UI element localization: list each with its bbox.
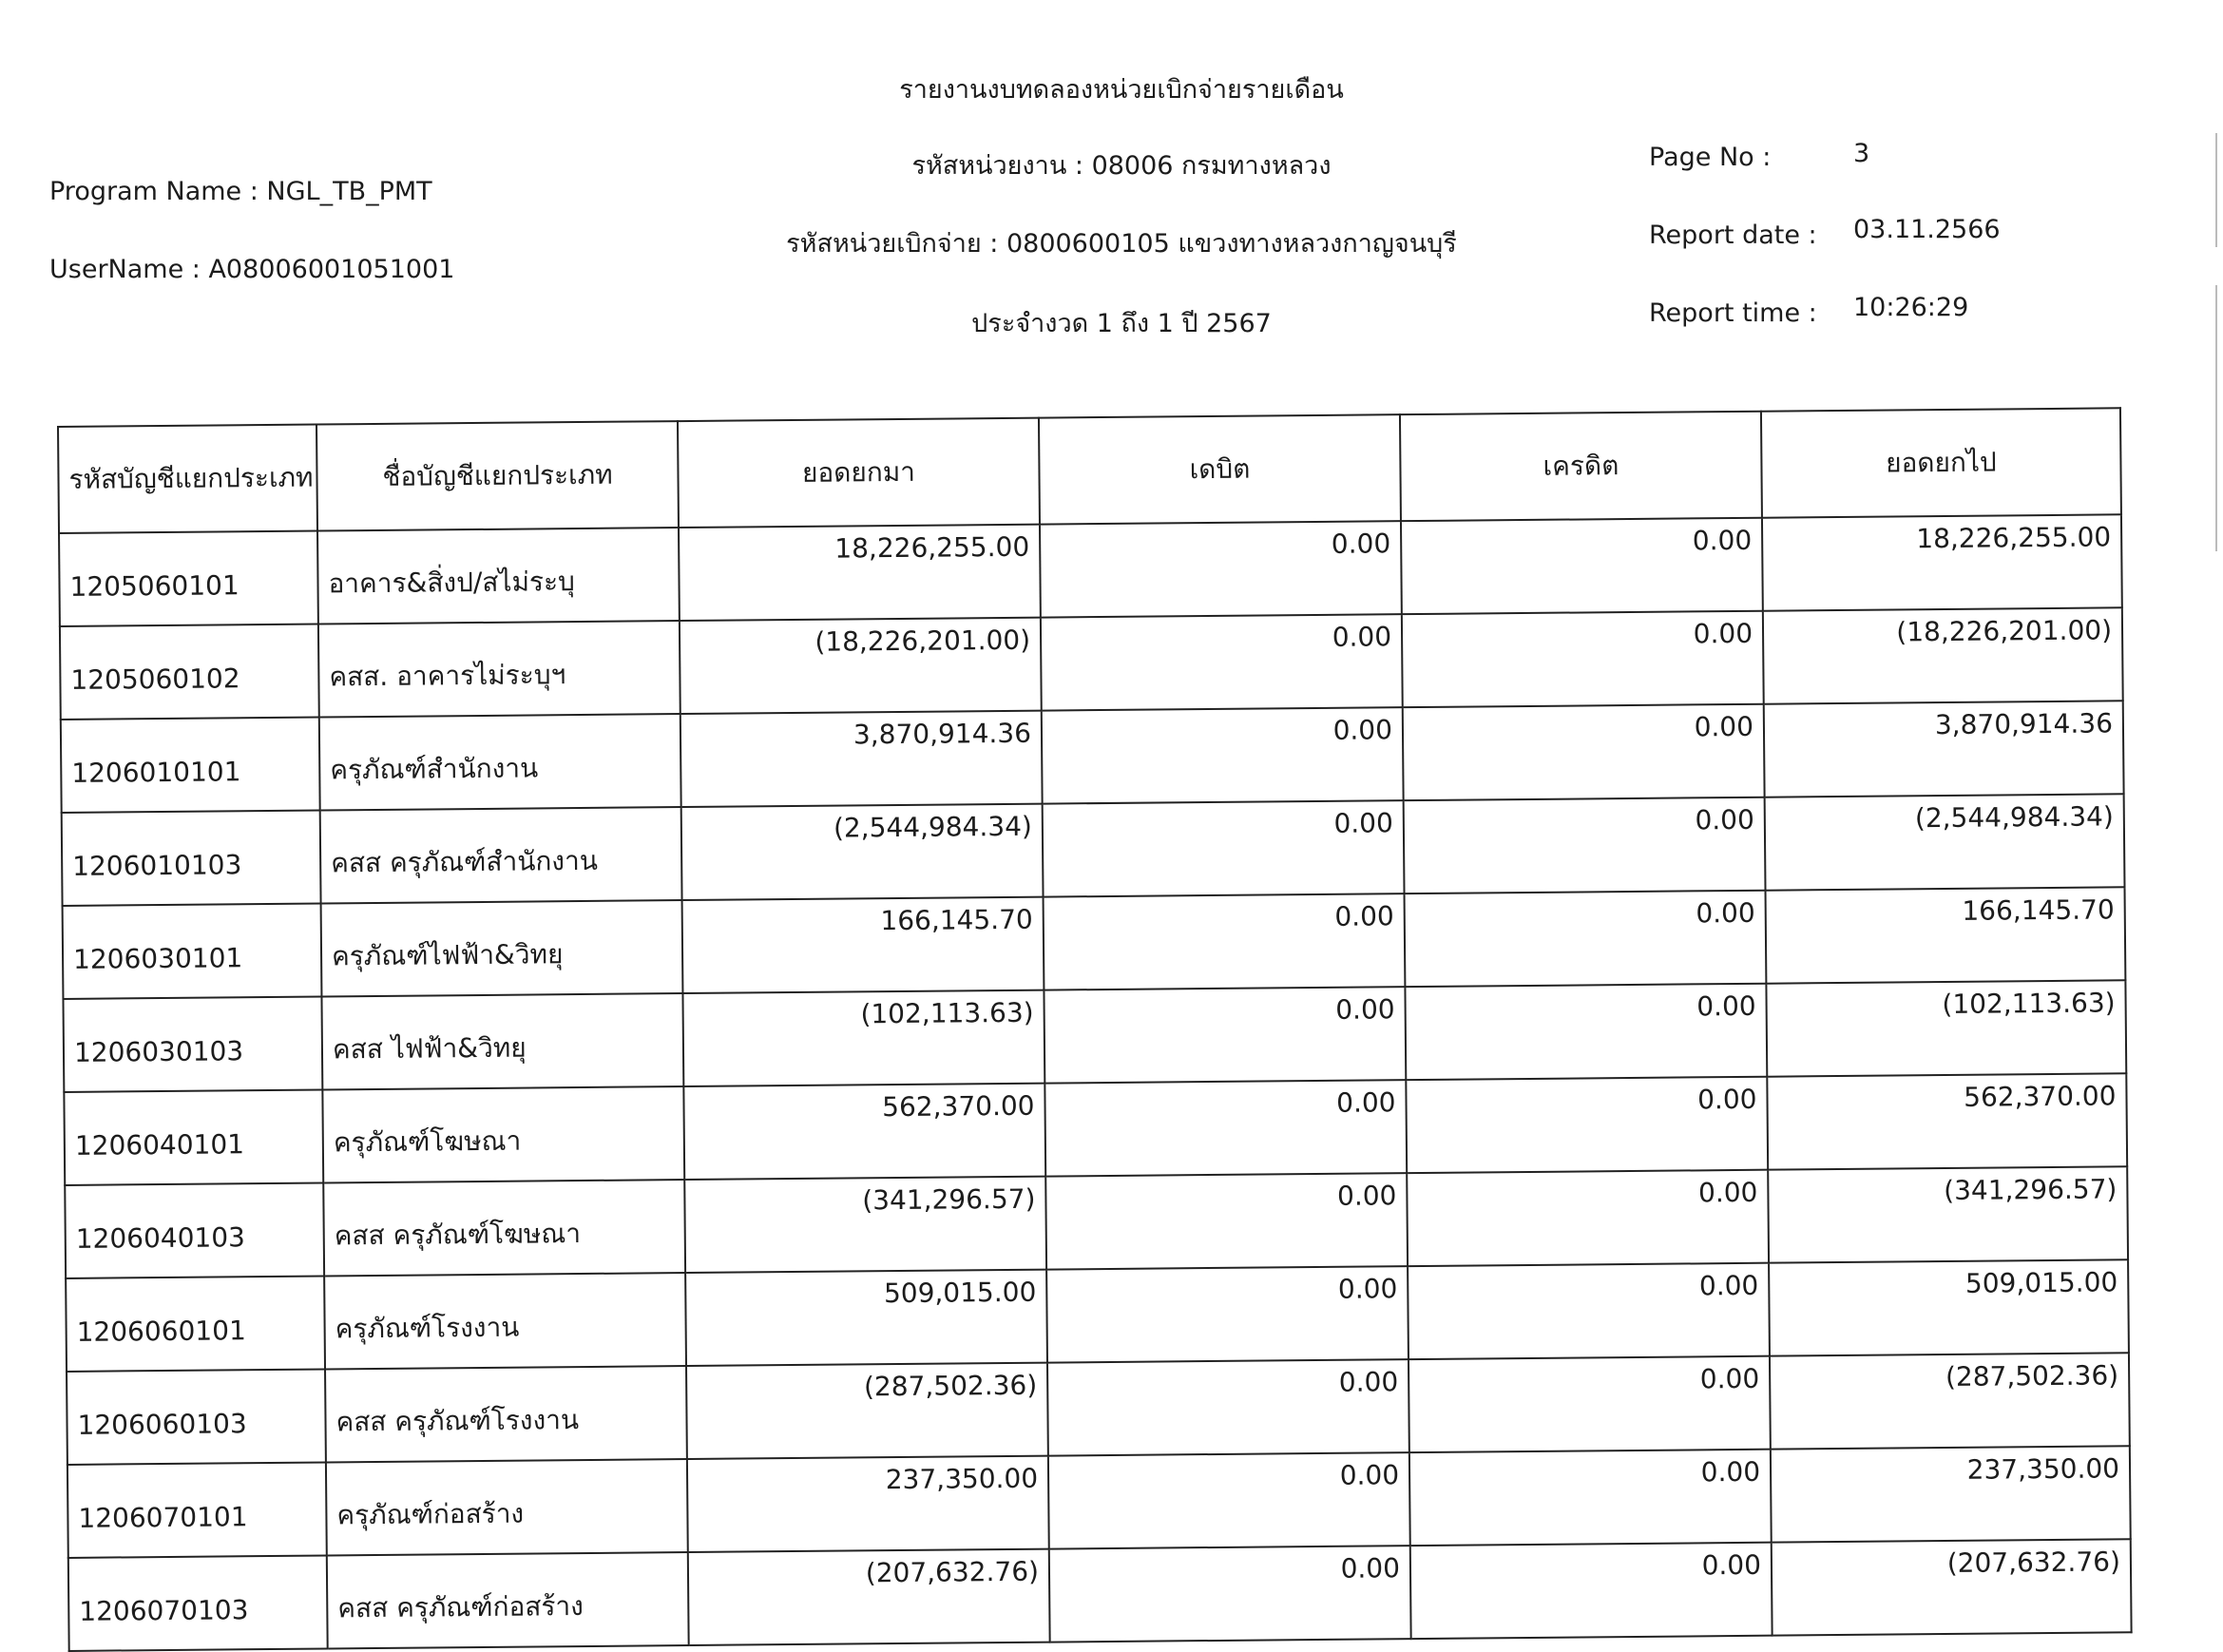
brought-forward-cell: (2,544,984.34) xyxy=(681,804,1044,900)
account-name-cell: ครุภัณฑ์ก่อสร้าง xyxy=(326,1459,688,1555)
account-code-cell: 1206070101 xyxy=(67,1462,327,1557)
brought-forward-cell: 562,370.00 xyxy=(683,1084,1045,1180)
debit-cell: 0.00 xyxy=(1044,987,1406,1083)
account-code-cell: 1206060101 xyxy=(66,1276,325,1371)
debit-cell: 0.00 xyxy=(1044,893,1406,989)
account-code-cell: 1206030101 xyxy=(63,904,322,999)
account-code-cell: 1206010103 xyxy=(62,811,321,906)
account-name-cell: คสส ครุภัณฑ์สำนักงาน xyxy=(320,807,682,903)
account-name-cell: คสส ครุภัณฑ์ก่อสร้าง xyxy=(327,1552,689,1648)
brought-forward-cell: (102,113.63) xyxy=(682,990,1044,1086)
credit-cell: 0.00 xyxy=(1405,891,1767,987)
account-name-cell: คสส ไฟฟ้า&วิทยุ xyxy=(321,993,683,1089)
account-code-cell: 1206010101 xyxy=(61,718,320,813)
account-code-cell: 1206030103 xyxy=(63,996,322,1091)
column-header-brought-forward: ยอดยกมา xyxy=(678,418,1040,528)
debit-cell: 0.00 xyxy=(1042,707,1404,803)
column-header-credit: เครดิต xyxy=(1400,412,1762,521)
report-date-label: Report date : xyxy=(1649,221,1817,250)
credit-cell: 0.00 xyxy=(1401,518,1763,614)
debit-cell: 0.00 xyxy=(1049,1546,1411,1642)
disbursing-unit-line: รหัสหน่วยเบิกจ่าย : 0800600105 แขวงทางหลวงกาญจนบุรี xyxy=(786,229,1457,259)
scan-edge-mark xyxy=(2215,133,2217,247)
agency-code-line: รหัสหน่วยงาน : 08006 กรมทางหลวง xyxy=(911,151,1332,181)
scan-edge-mark xyxy=(2215,285,2217,551)
credit-cell: 0.00 xyxy=(1409,1356,1771,1452)
trial-balance-table xyxy=(57,407,2133,1652)
table-header-row xyxy=(58,408,2121,533)
account-code-cell: 1206040103 xyxy=(65,1182,324,1277)
brought-forward-cell: (207,632.76) xyxy=(688,1549,1050,1645)
debit-cell: 0.00 xyxy=(1040,521,1402,617)
column-header-carried-forward: ยอดยกไป xyxy=(1761,408,2121,517)
debit-cell: 0.00 xyxy=(1041,614,1403,710)
debit-cell: 0.00 xyxy=(1044,1080,1407,1176)
carried-forward-cell: (341,296.57) xyxy=(1768,1166,2128,1262)
brought-forward-cell: (341,296.57) xyxy=(684,1177,1046,1273)
credit-cell: 0.00 xyxy=(1410,1543,1773,1639)
account-name-cell: ครุภัณฑ์โรงงาน xyxy=(324,1273,686,1369)
brought-forward-cell: (18,226,201.00) xyxy=(680,618,1042,714)
debit-cell: 0.00 xyxy=(1046,1266,1409,1362)
carried-forward-cell: 562,370.00 xyxy=(1767,1073,2127,1169)
report-time-label: Report time : xyxy=(1649,298,1817,328)
account-code-cell: 1205060102 xyxy=(60,624,319,720)
brought-forward-cell: 18,226,255.00 xyxy=(679,525,1041,621)
brought-forward-cell: 3,870,914.36 xyxy=(680,711,1043,807)
brought-forward-cell: 166,145.70 xyxy=(682,897,1044,993)
credit-cell: 0.00 xyxy=(1403,704,1765,800)
debit-cell: 0.00 xyxy=(1048,1452,1410,1548)
account-code-cell: 1206040101 xyxy=(64,1089,323,1184)
account-name-cell: ครุภัณฑ์ไฟฟ้า&วิทยุ xyxy=(321,900,683,996)
brought-forward-cell: 237,350.00 xyxy=(687,1456,1049,1552)
debit-cell: 0.00 xyxy=(1045,1173,1408,1269)
carried-forward-cell: 237,350.00 xyxy=(1771,1446,2131,1542)
carried-forward-cell: 166,145.70 xyxy=(1766,887,2126,983)
credit-cell: 0.00 xyxy=(1407,1170,1769,1266)
carried-forward-cell: (2,544,984.34) xyxy=(1765,794,2125,890)
column-header-account-code: รหัสบัญชีแยกประเภท xyxy=(58,425,317,533)
page-no-value: 3 xyxy=(1853,139,1870,168)
debit-cell: 0.00 xyxy=(1043,800,1405,896)
carried-forward-cell: (287,502.36) xyxy=(1770,1353,2130,1449)
report-time-value: 10:26:29 xyxy=(1853,293,1969,322)
period-line: ประจำงวด 1 ถึง 1 ปี 2567 xyxy=(971,309,1272,338)
account-code-cell: 1205060101 xyxy=(59,531,318,626)
carried-forward-cell: (102,113.63) xyxy=(1766,980,2126,1076)
table-row xyxy=(68,1539,2132,1651)
carried-forward-cell: (18,226,201.00) xyxy=(1763,607,2123,703)
report-title: รายงานงบทดลองหน่วยเบิกจ่ายรายเดือน xyxy=(899,75,1344,105)
column-header-account-name: ชื่อบัญชีแยกประเภท xyxy=(316,421,679,530)
user-name: UserName : A08006001051001 xyxy=(49,255,455,284)
credit-cell: 0.00 xyxy=(1402,611,1764,707)
account-name-cell: ครุภัณฑ์โฆษณา xyxy=(322,1086,684,1182)
brought-forward-cell: 509,015.00 xyxy=(685,1270,1047,1366)
account-name-cell: คสส. อาคารไม่ระบุฯ xyxy=(318,621,680,717)
credit-cell: 0.00 xyxy=(1409,1450,1772,1546)
carried-forward-cell: 18,226,255.00 xyxy=(1762,514,2122,610)
account-name-cell: คสส ครุภัณฑ์โรงงาน xyxy=(325,1366,687,1462)
credit-cell: 0.00 xyxy=(1405,984,1767,1080)
credit-cell: 0.00 xyxy=(1404,797,1766,893)
account-name-cell: คสส ครุภัณฑ์โฆษณา xyxy=(323,1180,685,1276)
account-code-cell: 1206060103 xyxy=(67,1369,326,1464)
report-date-value: 03.11.2566 xyxy=(1853,215,2001,244)
debit-cell: 0.00 xyxy=(1047,1359,1409,1455)
carried-forward-cell: 3,870,914.36 xyxy=(1764,701,2124,797)
credit-cell: 0.00 xyxy=(1406,1077,1768,1173)
account-code-cell: 1206070103 xyxy=(68,1555,328,1650)
carried-forward-cell: 509,015.00 xyxy=(1769,1259,2129,1355)
credit-cell: 0.00 xyxy=(1408,1263,1770,1359)
trial-balance-table-wrapper xyxy=(57,407,2131,1652)
program-name: Program Name : NGL_TB_PMT xyxy=(49,177,432,206)
brought-forward-cell: (287,502.36) xyxy=(686,1363,1048,1459)
account-name-cell: อาคาร&สิ่งป/สไม่ระบุ xyxy=(317,528,680,624)
column-header-debit: เดบิต xyxy=(1039,414,1401,524)
account-name-cell: ครุภัณฑ์สำนักงาน xyxy=(319,714,681,810)
page-no-label: Page No : xyxy=(1649,143,1772,172)
carried-forward-cell: (207,632.76) xyxy=(1772,1539,2132,1635)
